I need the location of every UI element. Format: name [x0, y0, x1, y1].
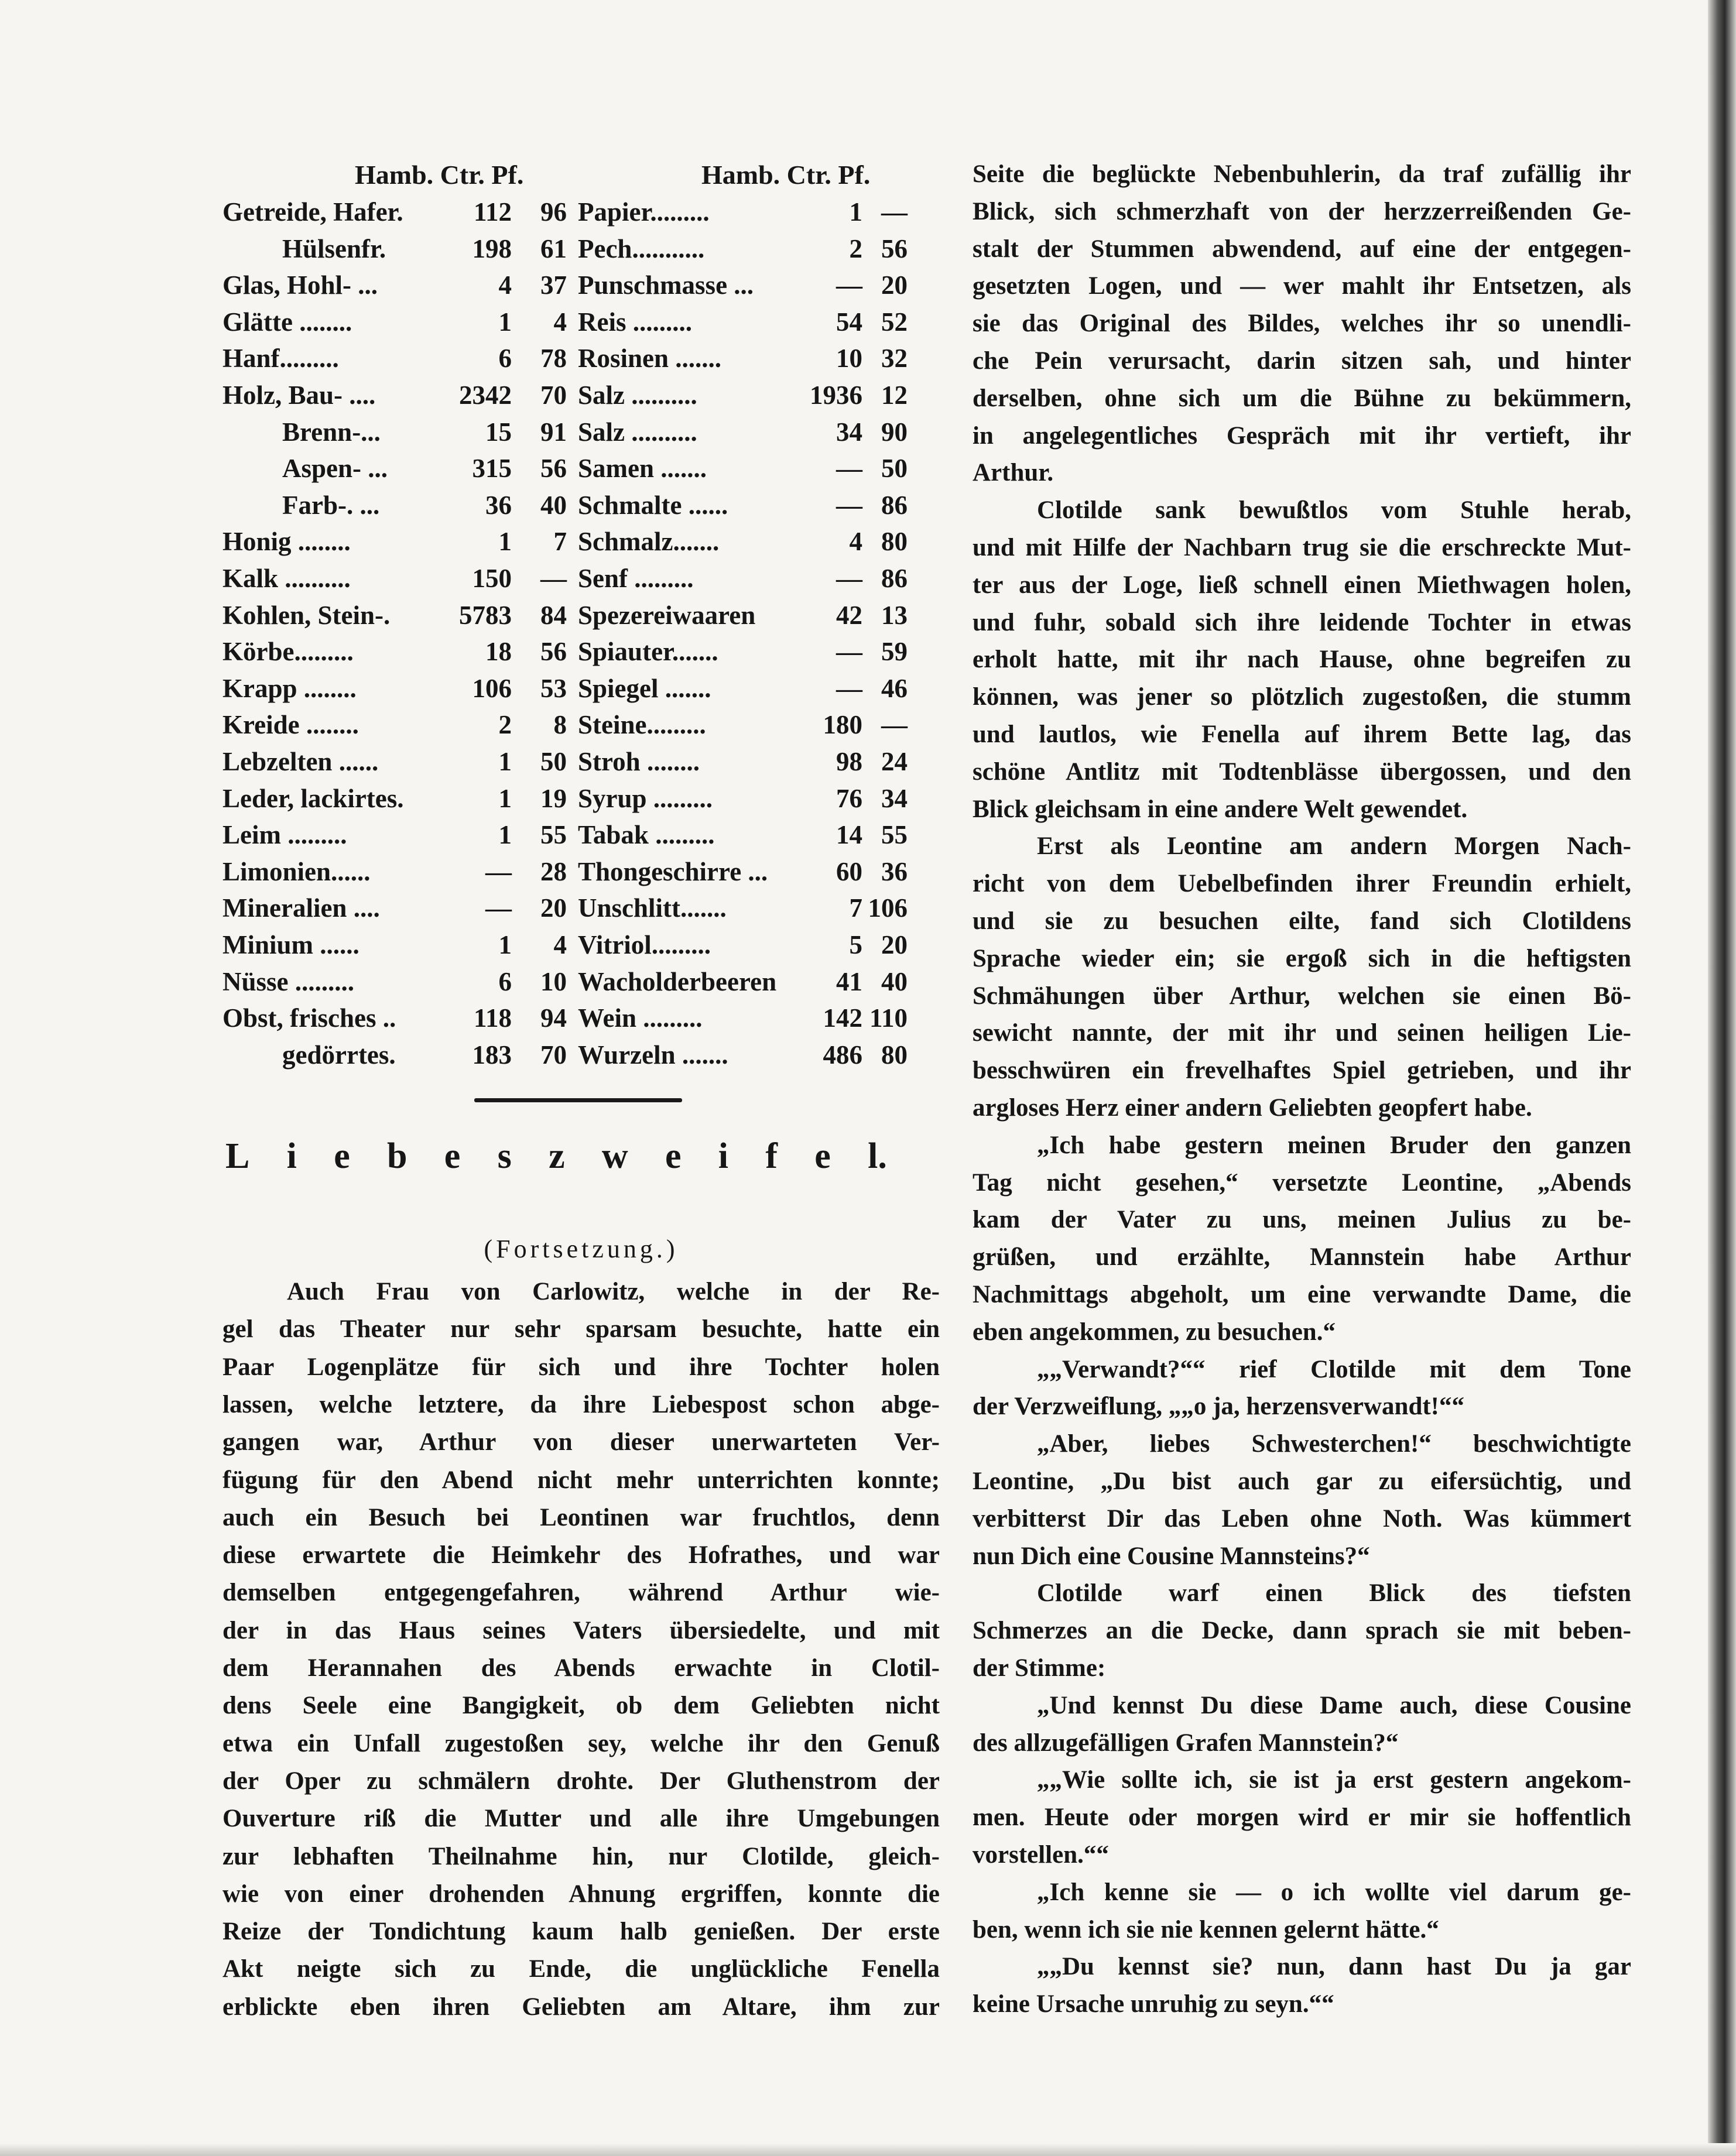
item-name: Hanf.........	[222, 344, 339, 373]
item-name: Hülsenfr.	[282, 234, 386, 263]
text-line: wie von einer drohenden Ahnung ergriffen, konnte die	[222, 1880, 940, 1908]
pf-value: 4	[553, 307, 567, 337]
text-line: „Aber, liebes Schwesterchen!“ beschwichtigte	[1037, 1430, 1631, 1458]
text-line: und sie zu besuchen eilte, fand sich Clotildens	[973, 907, 1631, 935]
text-line: Schmähungen über Arthur, welchen sie einen Bö-	[973, 982, 1631, 1010]
text-line: Schmerzes an die Decke, dann sprach sie mit beben-	[973, 1617, 1631, 1645]
pf-value: 12	[881, 381, 908, 410]
pf-value: 20	[881, 930, 908, 959]
text-line: lassen, welche letztere, da ihre Liebespost schon abge-	[222, 1390, 940, 1418]
text-line: Sprache wieder ein; sie ergoß sich in die heftigsten	[973, 944, 1631, 972]
item-name: Samen .......	[578, 454, 707, 484]
pf-value: 80	[881, 1040, 908, 1070]
ctr-value: —	[485, 856, 512, 886]
text-line: dem Herannahen des Abends erwachte in Clotil-	[222, 1654, 940, 1682]
ctr-value: 198	[472, 234, 512, 263]
text-line: Nachmittags abgeholt, um eine verwandte Dame, die	[973, 1281, 1631, 1308]
pf-value: —	[540, 564, 567, 593]
item-name: Wein .........	[578, 1003, 703, 1033]
item-name: Leder, lackirtes.	[222, 783, 404, 813]
text-line: der in das Haus seines Vaters übersiedelte, und mit	[222, 1616, 940, 1644]
ctr-value: 2	[849, 234, 862, 263]
text-line: Arthur.	[973, 459, 1054, 487]
item-name: Obst, frisches ..	[222, 1003, 396, 1033]
ctr-value: —	[836, 564, 862, 593]
item-name: Tabak .........	[578, 820, 715, 850]
scan-border	[1708, 0, 1736, 2156]
pf-value: 46	[881, 673, 908, 703]
text-line: der Verzweiflung, „„o ja, herzensverwandt!““	[973, 1393, 1464, 1421]
story-title	[225, 1136, 887, 1177]
title-letter: f	[765, 1136, 778, 1176]
pf-value: 90	[881, 417, 908, 447]
ctr-value: 5	[849, 930, 862, 959]
pf-value: 7	[553, 527, 567, 557]
item-name: Brenn-...	[282, 417, 381, 447]
item-name: Honig ........	[222, 527, 351, 557]
ctr-value: 1	[498, 930, 512, 959]
text-line: Akt neigte sich zu Ende, die unglückliche Fenella	[222, 1955, 940, 1983]
pf-value: 24	[881, 747, 908, 776]
text-line: richt von dem Uebelbefinden ihrer Freundin erhielt,	[973, 870, 1631, 898]
text-line: gel das Theater nur sehr sparsam besuchte, hatte ein	[222, 1315, 940, 1343]
item-name: Nüsse .........	[222, 966, 355, 996]
pf-value: 20	[540, 893, 567, 923]
text-line: derselben, ohne sich um die Bühne zu bekümmern,	[973, 384, 1631, 412]
text-line: zur lebhaften Theilnahme hin, nur Clotilde, gleich-	[222, 1842, 940, 1870]
text-line: diese erwartete die Heimkehr des Hofrathes, und war	[222, 1541, 940, 1569]
text-line: können, was jener so plötzlich zugestoßen, die stumm	[973, 683, 1631, 711]
ctr-value: 106	[472, 673, 512, 703]
section-divider	[474, 1098, 682, 1102]
title-letter: e	[665, 1136, 682, 1176]
item-name: Minium ......	[222, 930, 359, 959]
scan-border-bottom	[0, 2143, 1736, 2156]
ctr-value: 42	[836, 600, 862, 630]
item-name: Pech...........	[578, 234, 705, 263]
title-letter: e	[444, 1136, 461, 1176]
title-letter: i	[718, 1136, 729, 1176]
ctr-value: 183	[472, 1040, 512, 1070]
ctr-value: 41	[836, 966, 862, 996]
text-line: stalt der Stummen abwendend, auf eine der entgegen-	[973, 235, 1631, 263]
item-name: Wacholderbeeren	[578, 966, 777, 996]
ctr-value: 2	[498, 710, 512, 740]
item-name: Schmalte ......	[578, 490, 728, 520]
pf-value: 91	[540, 417, 567, 447]
pf-value: 80	[881, 527, 908, 557]
ctr-value: 1	[498, 783, 512, 813]
ctr-value: 54	[836, 307, 862, 337]
item-name: Kreide ........	[222, 710, 359, 740]
text-line: „Und kennst Du diese Dame auch, diese Cousine	[1037, 1691, 1631, 1719]
text-line: grüßen, und erzählte, Mannstein habe Arthur	[973, 1243, 1631, 1271]
ctr-value: 142	[823, 1003, 862, 1033]
item-name: Farb-. ...	[282, 490, 380, 520]
text-line: auch ein Besuch bei Leontinen war fruchtlos, denn	[222, 1503, 940, 1531]
item-name: Spezereiwaaren	[578, 600, 756, 630]
ctr-value: —	[836, 490, 862, 520]
pf-value: 56	[540, 637, 567, 667]
text-line: und mit Hilfe der Nachbarn trug sie die erschreckte Mut-	[973, 534, 1631, 561]
pf-value: 55	[540, 820, 567, 850]
ctr-value: 5783	[459, 600, 512, 630]
pf-value: 106	[868, 893, 908, 923]
ctr-value: 150	[472, 564, 512, 593]
pf-value: 56	[881, 234, 908, 263]
text-line: demselben entgegengefahren, während Arthur wie-	[222, 1579, 940, 1607]
text-line: che Pein verursacht, darin sitzen sah, und hinter	[973, 347, 1631, 375]
pf-value: 52	[881, 307, 908, 337]
text-line: schöne Antlitz mit Todtenblässe übergossen, und den	[973, 757, 1631, 786]
text-line: der Stimme:	[973, 1654, 1106, 1682]
text-line: Clotilde warf einen Blick des tiefsten	[1037, 1579, 1631, 1607]
pf-value: 56	[540, 454, 567, 484]
pf-value: 40	[540, 490, 567, 520]
text-line: fügung für den Abend nicht mehr unterrichten konnte;	[222, 1466, 940, 1494]
pf-value: 50	[881, 454, 908, 484]
ctr-value: —	[485, 893, 512, 923]
text-line: eben angekommen, zu besuchen.“	[973, 1318, 1336, 1346]
text-line: des allzugefälligen Grafen Mannstein?“	[973, 1729, 1399, 1757]
title-letter: z	[549, 1136, 565, 1176]
pf-value: 110	[869, 1003, 908, 1033]
pf-value: 86	[881, 490, 908, 520]
item-name: Stroh ........	[578, 747, 700, 776]
item-name: Krapp ........	[222, 673, 357, 703]
ctr-value: —	[836, 637, 862, 667]
text-line: dens Seele eine Bangigkeit, ob dem Geliebten nicht	[222, 1692, 940, 1720]
item-name: Syrup .........	[578, 783, 713, 813]
ctr-value: 6	[498, 344, 512, 373]
text-line: argloses Herz einer andern Geliebten geopfert habe.	[973, 1094, 1532, 1122]
ctr-value: 98	[836, 747, 862, 776]
pf-value: 78	[540, 344, 567, 373]
ctr-value: 60	[836, 856, 862, 886]
ctr-value: 1	[498, 820, 512, 850]
ctr-value: 1	[498, 527, 512, 557]
item-name: Spiauter.......	[578, 637, 718, 667]
ctr-value: 1936	[810, 381, 862, 410]
ctr-value: 7	[849, 893, 862, 923]
ctr-value: 4	[849, 527, 862, 557]
ctr-value: —	[836, 454, 862, 484]
item-name: Spiegel .......	[578, 673, 711, 703]
pf-value: 70	[540, 1040, 567, 1070]
text-line: „„Verwandt?““ rief Clotilde mit dem Tone	[1037, 1355, 1631, 1383]
item-name: Glas, Hohl- ...	[222, 270, 378, 300]
item-name: Salz ..........	[578, 417, 697, 447]
ctr-value: 34	[836, 417, 862, 447]
ctr-value: 4	[498, 270, 512, 300]
pf-value: 28	[540, 856, 567, 886]
text-line: Leontine, „Du bist auch gar zu eifersüchtig, und	[973, 1468, 1631, 1495]
text-line: sie das Original des Bildes, welches ihr so unendli-	[973, 310, 1631, 338]
pf-value: 13	[881, 600, 908, 630]
text-line: Erst als Leontine am andern Morgen Nach-	[1037, 832, 1631, 861]
ctr-value: 1	[849, 197, 862, 227]
text-line: etwa ein Unfall zugestoßen sey, welche ihr den Genuß	[222, 1729, 940, 1757]
ctr-value: 36	[485, 490, 512, 520]
title-letter: s	[497, 1136, 512, 1176]
pf-value: 86	[881, 564, 908, 593]
title-letter: l.	[868, 1136, 887, 1176]
item-name: Reis .........	[578, 307, 692, 337]
item-name: Unschlitt.......	[578, 893, 727, 923]
item-name: Vitriol.........	[578, 930, 711, 959]
item-name: Lebzelten ......	[222, 747, 379, 776]
text-line: „„Wie sollte ich, sie ist ja erst gestern angekom-	[1037, 1766, 1631, 1794]
item-name: Wurzeln .......	[578, 1040, 728, 1070]
pf-value: 94	[540, 1003, 567, 1033]
item-name: Kalk ..........	[222, 564, 351, 593]
text-line: Paar Logenplätze für sich und ihre Tochter holen	[222, 1353, 940, 1381]
text-line: erblickte eben ihren Geliebten am Altare, ihm zur	[222, 1993, 940, 2021]
text-line: erholt hatte, mit ihr nach Hause, ohne begreifen zu	[973, 646, 1631, 674]
title-letter: i	[286, 1136, 297, 1176]
text-line: kam der Vater zu uns, meinen Julius zu be-	[973, 1206, 1631, 1234]
item-name: Kohlen, Stein-.	[222, 600, 391, 630]
pf-value: 34	[881, 783, 908, 813]
ctr-value: 14	[836, 820, 862, 850]
pf-value: 53	[540, 673, 567, 703]
pf-value: 55	[881, 820, 908, 850]
title-letter: e	[814, 1136, 831, 1176]
pf-value: —	[881, 710, 908, 740]
ctr-value: —	[836, 673, 862, 703]
title-letter: b	[387, 1136, 408, 1176]
pf-value: 40	[881, 966, 908, 996]
text-line: Ouverture riß die Mutter und alle ihre Umgebungen	[222, 1805, 940, 1833]
text-line: und fuhr, sobald sich ihre leidende Tochter in etwas	[973, 608, 1631, 636]
text-line: „„Du kennst sie? nun, dann hast Du ja gar	[1037, 1953, 1631, 1981]
text-line: Tag nicht gesehen,“ versetzte Leontine, „Abends	[973, 1168, 1631, 1197]
text-line: ter aus der Loge, ließ schnell einen Miethwagen holen,	[973, 571, 1631, 599]
pf-value: 96	[540, 197, 567, 227]
text-line: sewicht nannte, der mit ihr und seinen heiligen Lie-	[973, 1019, 1631, 1047]
text-line: Seite die beglückte Nebenbuhlerin, da traf zufällig ihr	[973, 160, 1631, 188]
item-name: Leim .........	[222, 820, 347, 850]
pf-value: 36	[881, 856, 908, 886]
ctr-value: 112	[473, 197, 512, 227]
pf-value: 20	[881, 270, 908, 300]
pf-value: —	[881, 197, 908, 227]
title-letter: e	[334, 1136, 350, 1176]
pf-value: 8	[553, 710, 567, 740]
item-name: Thongeschirre ...	[578, 856, 768, 886]
item-name: Aspen- ...	[282, 454, 388, 484]
item-name: Holz, Bau- ....	[222, 381, 376, 410]
item-name: Schmalz.......	[578, 527, 720, 557]
item-name: Getreide, Hafer.	[222, 197, 403, 227]
ctr-value: 15	[485, 417, 512, 447]
text-line: nun Dich eine Cousine Mannsteins?“	[973, 1542, 1370, 1570]
item-name: Steine.........	[578, 710, 706, 740]
item-name: Limonien......	[222, 856, 371, 886]
ctr-value: 1	[498, 307, 512, 337]
pf-value: 70	[540, 381, 567, 410]
ctr-value: 76	[836, 783, 862, 813]
text-line: verbitterst Dir das Leben ohne Noth. Was kümmert	[973, 1504, 1631, 1533]
text-line: in angelegentliches Gespräch mit ihr vertieft, ihr	[973, 421, 1631, 450]
text-line: Blick, sich schmerzhaft von der herzzerreißenden Ge-	[973, 197, 1631, 225]
story-subtitle: (Fortsetzung.)	[484, 1235, 679, 1263]
ctr-value: 180	[823, 710, 862, 740]
pf-value: 10	[540, 966, 567, 996]
text-line: men. Heute oder morgen wird er mir sie hoffentlich	[973, 1804, 1631, 1832]
item-name: Mineralien ....	[222, 893, 380, 923]
text-line: keine Ursache unruhig zu seyn.““	[973, 1990, 1334, 2018]
pf-value: 61	[540, 234, 567, 263]
item-name: Glätte ........	[222, 307, 352, 337]
pf-value: 37	[540, 270, 567, 300]
title-letter: w	[601, 1136, 628, 1176]
text-line: „Ich kenne sie — o ich wollte viel darum ge-	[1037, 1878, 1631, 1906]
ctr-value: 315	[472, 454, 512, 484]
ctr-value: 486	[823, 1040, 862, 1070]
text-line: und lautlos, wie Fenella auf ihrem Bette lag, das	[973, 721, 1631, 748]
text-line: gangen war, Arthur von dieser unerwarteten Ver-	[222, 1428, 940, 1456]
text-line: „Ich habe gestern meinen Bruder den ganzen	[1037, 1131, 1631, 1159]
text-line: Blick gleichsam in eine andere Welt gewendet.	[973, 795, 1468, 823]
text-line: ben, wenn ich sie nie kennen gelernt hätte.“	[973, 1915, 1439, 1944]
text-line: vorstellen.““	[973, 1841, 1109, 1869]
ctr-value: —	[836, 270, 862, 300]
text-line: besschwüren ein frevelhaftes Spiel getrieben, und ihr	[973, 1057, 1631, 1085]
ctr-value: 18	[485, 637, 512, 667]
pf-value: 84	[540, 600, 567, 630]
table-header-left: Hamb. Ctr. Pf.	[355, 160, 524, 190]
text-line: Clotilde sank bewußtlos vom Stuhle herab,	[1037, 496, 1631, 525]
pf-value: 32	[881, 344, 908, 373]
item-name: Senf .........	[578, 564, 694, 593]
text-line: der Oper zu schmälern drohte. Der Gluthenstrom der	[222, 1767, 940, 1795]
pf-value: 19	[540, 783, 567, 813]
text-line: gesetzten Logen, und — wer mahlt ihr Entsetzen, als	[973, 272, 1631, 300]
ctr-value: 6	[498, 966, 512, 996]
pf-value: 4	[553, 930, 567, 959]
item-name: gedörrtes.	[282, 1040, 396, 1070]
item-name: Punschmasse ...	[578, 270, 754, 300]
item-name: Salz ..........	[578, 381, 697, 410]
item-name: Papier.........	[578, 197, 710, 227]
ctr-value: 118	[473, 1003, 512, 1033]
pf-value: 50	[540, 747, 567, 776]
item-name: Körbe.........	[222, 637, 354, 667]
ctr-value: 2342	[459, 381, 512, 410]
table-header-right: Hamb. Ctr. Pf.	[701, 160, 871, 190]
item-name: Rosinen .......	[578, 344, 722, 373]
title-letter: L	[225, 1136, 250, 1176]
ctr-value: 10	[836, 344, 862, 373]
pf-value: 59	[881, 637, 908, 667]
text-line: Reize der Tondichtung kaum halb genießen. Der erste	[222, 1918, 940, 1946]
text-line: Auch Frau von Carlowitz, welche in der Re-	[287, 1278, 940, 1305]
ctr-value: 1	[498, 747, 512, 776]
